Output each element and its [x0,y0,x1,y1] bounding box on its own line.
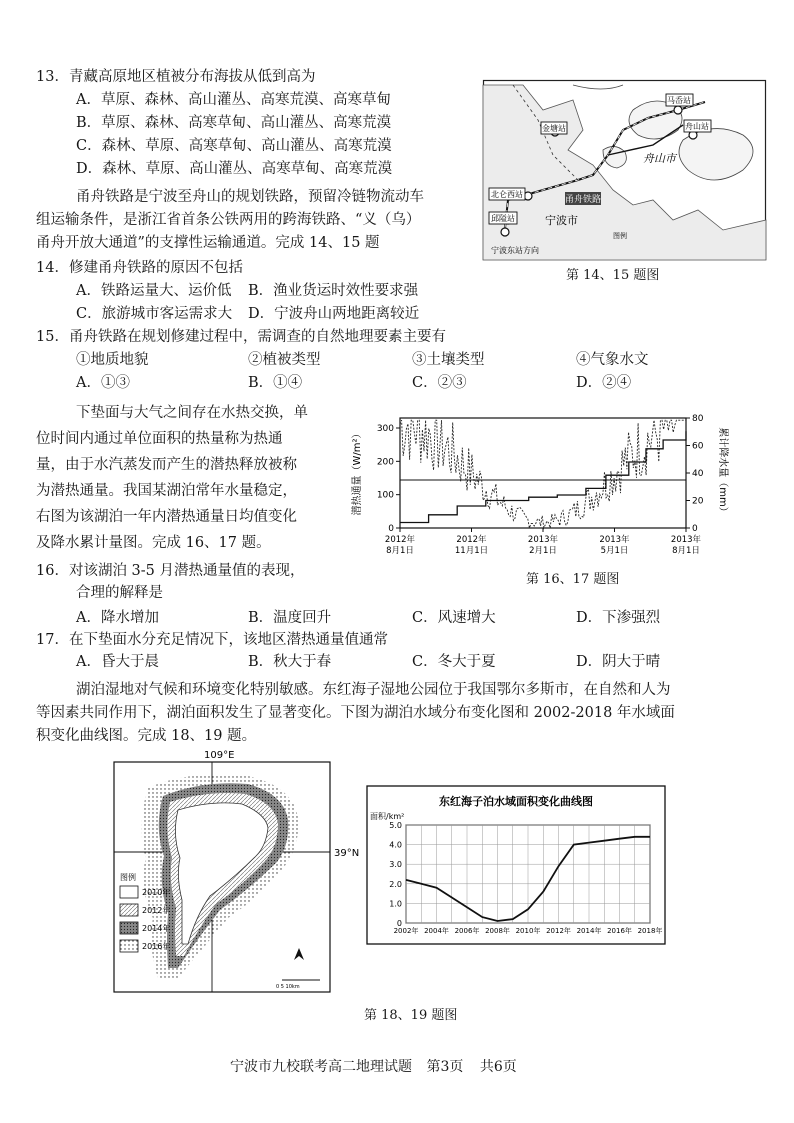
q16-stem: 16．对该湖泊 3-5 月潜热通量值的表现， [36,563,305,579]
x-tick-label: 2002年 [393,927,419,935]
q17-option-c: C．冬大于夏 [412,654,496,670]
station-maao: 马岙站 [667,96,691,105]
x-tick-label: 2008年 [485,927,510,935]
x-tick-label: 2月1日 [529,546,557,556]
q13-stem: 13．青藏高原地区植被分布海拔从低到高为 [36,69,316,85]
x-tick-label: 2013年 [670,535,702,545]
left-axis-label: 潜热通量（W/m²） [352,428,363,516]
label-yongzhou-railway: 甬舟铁路 [564,195,602,205]
q13-option-d: D．森林、草原、高山灌丛、高寒草甸、高寒荒漠 [76,161,393,177]
y-tick-label: 3.0 [389,860,402,870]
right-axis-label: 累计降水量（mm） [717,427,728,517]
right-tick-label: 40 [692,469,704,479]
figure-16-17-chart [350,408,726,568]
q15-option-a: A．①③ [76,375,130,391]
legend-title: 图例 [120,873,136,882]
q14-option-b: B．渔业货运时效性要求强 [248,283,419,299]
intro-16-17-line6: 及降水累计量图。完成 16、17 题。 [36,535,271,551]
lake-distribution-map [108,748,360,998]
scale-bar: 0 5 10km [276,984,300,990]
ningbo-zhoushan-map [483,80,766,260]
figure-14-15-caption: 第 14、15 题图 [566,268,660,283]
intro-16-17-line5: 右图为该湖泊一年内潜热通量日均值变化 [36,509,297,525]
q15-option-b: B．①④ [248,375,303,391]
right-tick-label: 80 [692,414,704,424]
footer [230,1056,517,1076]
y-tick-label: 5.0 [389,821,402,830]
x-tick-label: 2014年 [576,927,602,935]
x-tick-label: 8月1日 [386,546,414,556]
legend-2010: 2010年 [142,888,171,897]
figure-18-19-caption: 第 18、19 题图 [364,1008,458,1023]
x-tick-label: 11月1日 [454,546,489,556]
intro-18-19-line2: 等因素共同作用下，湖泊面积发生了显著变化。下图为湖泊水域分布变化图和 2002-2018 年水域面 [36,705,675,721]
lake-map-svg [108,748,360,998]
q14-option-a: A．铁路运量大、运价低 [76,283,232,299]
x-tick-label: 2013年 [599,535,630,545]
q15-item-1: ①地质地貌 [76,352,149,368]
q13-option-c: C．森林、草原、高寒草甸、高山灌丛、高寒荒漠 [76,138,392,154]
q17-option-a: A．昏大于晨 [76,654,159,670]
label-legend: 图例 [613,232,627,240]
station-zhoushan: 舟山站 [685,122,709,131]
x-tick-label: 2012年 [456,535,487,545]
x-tick-label: 2018年 [637,927,663,935]
q17-option-d: D．阴大于晴 [576,654,661,670]
right-tick-label: 60 [692,441,704,452]
x-tick-label: 2016年 [607,927,632,935]
q16-stem-cont: 合理的解释是 [76,585,163,601]
left-tick-label: 0 [388,524,394,534]
intro-16-17-line1: 下垫面与大气之间存在水热交换，单 [76,405,308,421]
y-tick-label: 1.0 [389,899,402,909]
latent-heat-flux-series [400,420,686,528]
intro-14-15-line2: 组运输条件，是浙江省首条公铁两用的跨海铁路、“义（乌） [36,212,421,228]
intro-16-17-line3: 量，由于水汽蒸发而产生的潜热释放被称 [36,457,297,473]
x-tick-label: 2012年 [546,927,571,935]
x-tick-label: 2012年 [384,535,416,545]
right-tick-label: 0 [692,524,698,534]
q15-item-4: ④气象水文 [576,352,649,368]
x-tick-label: 2013年 [527,535,559,545]
q15-item-3: ③土壤类型 [412,352,485,368]
right-tick-label: 20 [692,496,704,507]
footer-total: 共6页 [479,1059,517,1075]
intro-18-19-line1: 湖泊湿地对气候和环境变化特别敏感。东红海子湿地公园位于我国鄂尔多斯市，在自然和人为 [76,682,671,698]
q14-stem: 14．修建甬舟铁路的原因不包括 [36,260,243,276]
q13-option-a: A．草原、森林、高山灌丛、高寒荒漠、高寒草甸 [76,92,391,108]
left-tick-label: 100 [376,490,394,501]
q14-option-c: C．旅游城市客运需求大 [76,306,233,322]
q15-option-c: C．②③ [412,375,467,391]
q17-stem: 17．在下垫面水分充足情况下，该地区潜热通量值通常 [36,632,388,648]
q14-option-d: D．宁波舟山两地距离较近 [248,306,420,322]
y-tick-label: 2.0 [389,879,402,889]
y-axis-label: 面积/km² [370,812,405,821]
x-tick-label: 2004年 [424,927,449,935]
x-tick-label: 5月1日 [600,546,629,556]
latitude-label: 39°N [334,848,360,859]
x-tick-label: 8月1日 [672,546,700,556]
station-ningbo-east: 宁波东站方向 [491,246,539,255]
footer-page: 第3页 [426,1059,464,1075]
legend-2012: 2012年 [142,906,171,915]
q13-option-b: B．草原、森林、高寒草甸、高山灌丛、高寒荒漠 [76,115,392,131]
intro-14-15-line1: 甬舟铁路是宁波至舟山的规划铁路，预留冷链物流动车 [76,189,424,205]
intro-18-19-line3: 积变化曲线图。完成 18、19 题。 [36,728,257,744]
intro-16-17-line4: 为潜热通量。我国某湖泊常年水量稳定， [36,483,297,499]
intro-16-17-line2: 位时间内通过单位面积的热量称为热通 [36,431,283,447]
lake-area-chart-svg [366,785,666,945]
lake-area-chart [366,785,666,945]
q15-option-d: D．②④ [576,375,632,391]
label-zhoushan-city: 舟山市 [643,152,676,165]
figure-14-15-map [483,80,766,260]
y-tick-label: 0 [396,919,402,928]
longitude-label: 109°E [204,750,235,761]
station-jintang: 金塘站 [542,124,566,133]
footer-title: 宁波市九校联考高二地理试题 [230,1059,412,1075]
latent-heat-flux-chart [350,408,726,568]
q17-option-b: B．秋大于春 [248,654,332,670]
intro-14-15-line3: 甬舟开放大通道”的支撑性运输通道。完成 14、15 题 [36,235,380,251]
figure-16-17-caption: 第 16、17 题图 [526,572,620,587]
chart-title: 东红海子泊水域面积变化曲线图 [439,795,593,808]
q16-option-a: A．降水增加 [76,610,159,626]
legend-2014: 2014年 [142,924,171,933]
y-tick-label: 4.0 [389,840,402,850]
station-marker [501,228,509,236]
q16-option-b: B．温度回升 [248,610,332,626]
x-tick-label: 2010年 [515,927,541,935]
station-marker [674,106,682,114]
cumulative-precipitation-series [400,431,686,522]
station-beilun-west: 北仑西站 [491,190,523,199]
left-tick-label: 200 [376,457,394,468]
left-tick-label: 300 [376,424,394,434]
q16-option-d: D．下渗强烈 [576,610,661,626]
legend-2016: 2016年 [142,942,171,951]
station-qiuai: 邱隘站 [491,214,515,223]
label-ningbo-city: 宁波市 [545,214,578,227]
q15-item-2: ②植被类型 [248,352,321,368]
q16-option-c: C．风速增大 [412,610,496,626]
x-tick-label: 2006年 [454,927,480,935]
q15-stem: 15．甬舟铁路在规划修建过程中，需调查的自然地理要素主要有 [36,329,446,345]
